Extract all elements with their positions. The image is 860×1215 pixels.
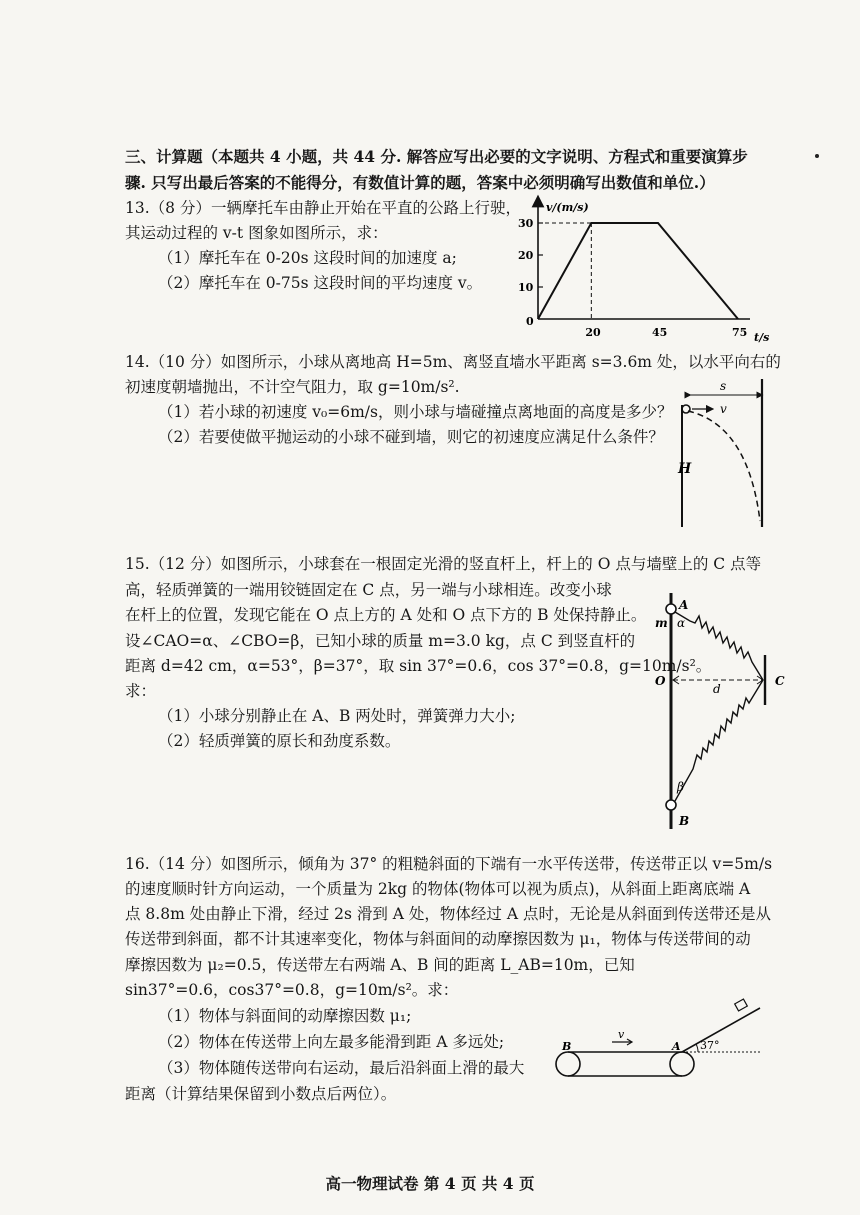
q15-line5: 距离 d=42 cm，α=53°，β=37°，取 sin 37°=0.6，cos 37°=0.8，g=10m/s²。 [125,657,712,675]
q16-line3: 点 8.8m 处由静止下滑，经过 2s 滑到 A 处，物体经过 A 点时，无论是从斜面到传送带还是从 [125,905,771,923]
q15-part2: （2）轻质弹簧的原长和劲度系数。 [158,732,401,750]
q16-part3b: 距离（计算结果保留到小数点后两位）。 [125,1085,397,1103]
q13-line1: 13.（8 分）一辆摩托车由静止开始在平直的公路上行驶， [125,199,521,217]
section-heading-line2: 骤. 只写出最后答案的不能得分，有数值计算的题，答案中必须明确写出数值和单位.） [125,173,715,192]
ball-B [666,800,676,810]
incline [682,1008,760,1052]
q16-line2: 的速度顺时针方向运动，一个质量为 2kg 的物体(物体可以视为质点)，从斜面上距离底端 A [125,880,751,898]
q15-line4: 设∠CAO=α、∠CBO=β，已知小球的质量 m=3.0 kg，点 C 到竖直杆的 [125,632,636,650]
label-A16: A [672,1040,681,1053]
angle-arc [696,1044,698,1052]
spring-lower [675,680,763,801]
left-roller [556,1052,580,1076]
page-footer: 高一物理试卷 第 4 页 共 4 页 [325,1174,535,1193]
spring-upper [675,612,763,680]
q16-part1: （1）物体与斜面间的动摩擦因数 μ₁; [158,1007,412,1025]
label-m: m [655,616,668,630]
s-label: s [720,379,727,393]
q16-line5: 摩擦因数为 μ₂=0.5，传送带左右两端 A、B 间的距离 L_AB=10m，已知 [125,956,635,974]
vt-ytick-label: 20 [518,249,534,262]
q16-line4: 传送带到斜面，都不计其速率变化，物体与斜面间的动摩擦因数为 μ₁，物体与传送带间的动 [125,930,751,948]
q15-line2: 高，轻质弹簧的一端用铰链固定在 C 点，另一端与小球相连。改变小球 [125,581,612,599]
q15-line6: 求： [125,682,157,700]
vt-xtick-label: 45 [652,326,668,339]
angle-label: 37° [700,1039,720,1052]
q16-part2: （2）物体在传送带上向左最多能滑到距 A 多远处; [158,1033,505,1051]
vt-ytick-label: 10 [518,281,534,294]
section-heading-line1: 三、计算题（本题共 4 小题，共 44 分. 解答应写出必要的文字说明、方程式和重要演算步 [125,147,748,166]
H-label: H [678,461,692,477]
scan-speck [815,154,819,158]
q16-line6: sin37°=0.6，cos37°=0.8，g=10m/s²。求： [125,981,459,999]
vt-y-label: v/(m/s) [546,201,589,214]
vt-xtick-label: 20 [585,326,601,339]
label-alpha: α [677,616,686,630]
q14-line1: 14.（10 分）如图所示，小球从离地高 H=5m、离竖直墙水平距离 s=3.6m 处，以水平向右的 [125,353,781,371]
q13-part1: （1）摩托车在 0-20s 这段时间的加速度 a; [158,249,457,267]
label-A: A [679,598,689,612]
q13-line2: 其运动过程的 v-t 图象如图所示，求： [125,224,388,242]
projectile-figure [658,375,768,535]
ball-A [666,604,676,614]
q15-line3: 在杆上的位置，发现它能在 O 点上方的 A 处和 O 点下方的 B 处保持静止。 [125,606,647,624]
q14-part1: （1）若小球的初速度 v₀=6m/s，则小球与墙碰撞点离地面的高度是多少？ [158,403,673,421]
vt-series-line [538,223,738,319]
label-B: B [679,814,690,828]
q13-part2: （2）摩托车在 0-75s 这段时间的平均速度 v。 [158,274,483,292]
label-C: C [775,674,785,688]
label-B16: B [562,1040,572,1053]
conveyor-figure [550,1002,770,1082]
label-beta: β [677,780,684,794]
trajectory [688,411,760,521]
block [735,999,748,1011]
q15-part1: （1）小球分别静止在 A、B 两处时，弹簧弹力大小; [158,707,516,725]
label-O: O [655,674,666,688]
q15-line1: 15.（12 分）如图所示，小球套在一根固定光滑的竖直杆上，杆上的 O 点与墙壁上的 C 点等 [125,555,762,573]
q14-part2: （2）若要使做平抛运动的小球不碰到墙，则它的初速度应满足什么条件？ [158,428,664,446]
vt-xtick-label: 75 [732,326,748,339]
spring-rod-figure [645,585,795,835]
label-d: d [713,682,721,696]
vt-ytick-label: 30 [518,217,534,230]
v-label: v [720,402,727,416]
q16-part3a: （3）物体随传送带向右运动，最后沿斜面上滑的最大 [158,1059,525,1077]
belt-v-label: v [618,1028,625,1041]
q16-line1: 16.（14 分）如图所示，倾角为 37° 的粗糙斜面的下端有一水平传送带，传送带正以 v=5m/s [125,855,773,873]
right-roller [670,1052,694,1076]
q14-line2: 初速度朝墙抛出，不计空气阻力，取 g=10m/s². [125,378,460,396]
vt-graph [500,195,770,345]
vt-x-label: t/s [754,331,770,344]
vt-origin: 0 [526,315,534,328]
